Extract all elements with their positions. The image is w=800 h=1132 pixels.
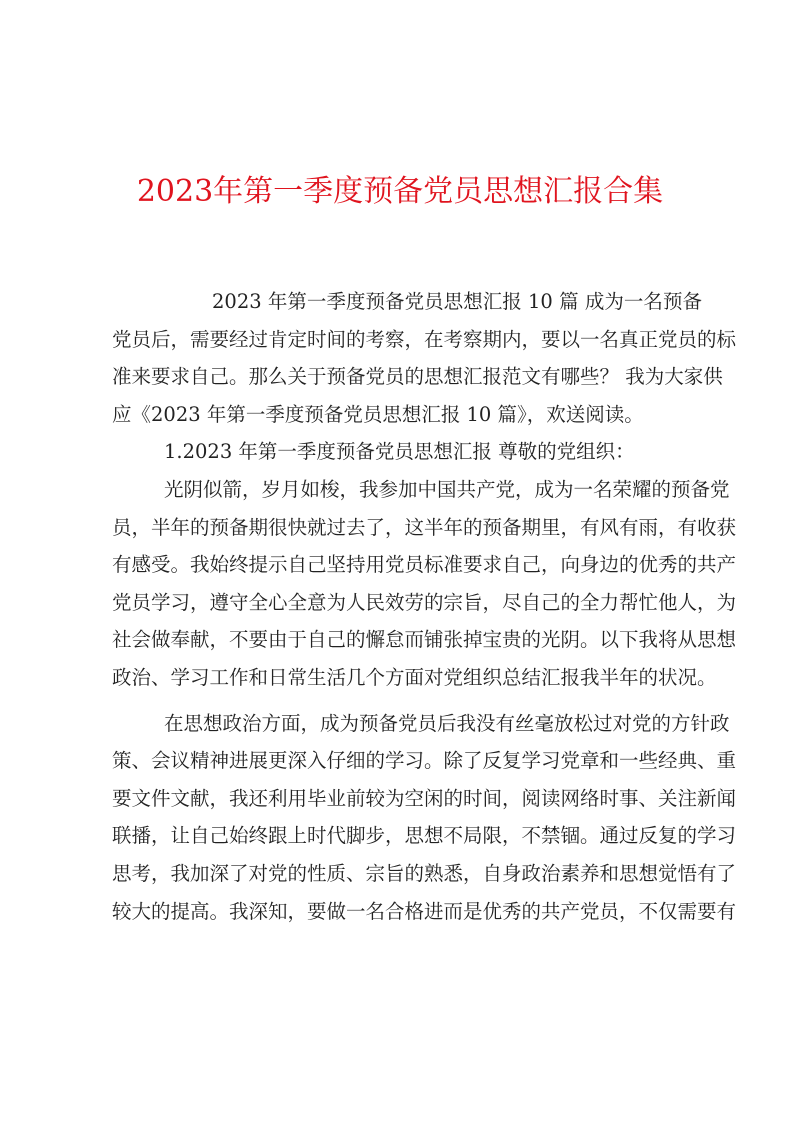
text-line: 2023 年第一季度预备党员思想汇报 10 篇 成为一名预备 [212, 290, 702, 313]
document-body [112, 283, 737, 930]
text-line: 社会做奉献，不要由于自己的懈怠而铺张掉宝贵的光阴。以下我将从思想 [112, 628, 737, 652]
text-line: 员，半年的预备期很快就过去了，这半年的预备期里，有风有雨，有收获 [112, 515, 737, 539]
text-line: 党员学习，遵守全心全意为人民效劳的宗旨，尽自己的全力帮忙他人，为 [112, 590, 737, 614]
paragraph-spacer [112, 697, 702, 705]
text-line: 联播，让自己始终跟上时代脚步，思想不局限，不禁锢。通过反复的学习 [112, 824, 737, 848]
text-line: 党员后，需要经过肯定时间的考察，在考察期内，要以一名真正党员的标 [112, 327, 737, 351]
text-line: 应《2023 年第一季度预备党员思想汇报 10 篇》，欢送阅读。 [112, 402, 644, 426]
text-line: 要文件文献，我还利用毕业前较为空闲的时间，阅读网络时事、关注新闻 [112, 786, 737, 810]
text-line: 有感受。我始终提示自己坚持用党员标准要求自己，向身边的优秀的共产 [112, 553, 737, 577]
text-line: 光阴似箭，岁月如梭，我参加中国共产党，成为一名荣耀的预备党 [164, 477, 730, 501]
document-title: 2023年第一季度预备党员思想汇报合集 [136, 174, 664, 209]
text-line: 在思想政治方面，成为预备党员后我没有丝毫放松过对党的方针政 [164, 711, 730, 735]
section-heading-line: 1.2023 年第一季度预备党员思想汇报 尊敬的党组织： [164, 440, 635, 464]
text-line: 准来要求自己。那么关于预备党员的思想汇报范文有哪些？ 我为大家供 [112, 365, 723, 389]
text-line: 政治、学习工作和日常生活几个方面对党组织总结汇报我半年的状况。 [112, 665, 717, 689]
text-line: 较大的提高。我深知，要做一名合格进而是优秀的共产党员，不仅需要有 [112, 899, 737, 923]
text-line: 策、会议精神进展更深入仔细的学习。除了反复学习党章和一些经典、重 [112, 749, 737, 773]
text-line: 思考，我加深了对党的性质、宗旨的熟悉，自身政治素养和思想觉悟有了 [112, 861, 737, 885]
